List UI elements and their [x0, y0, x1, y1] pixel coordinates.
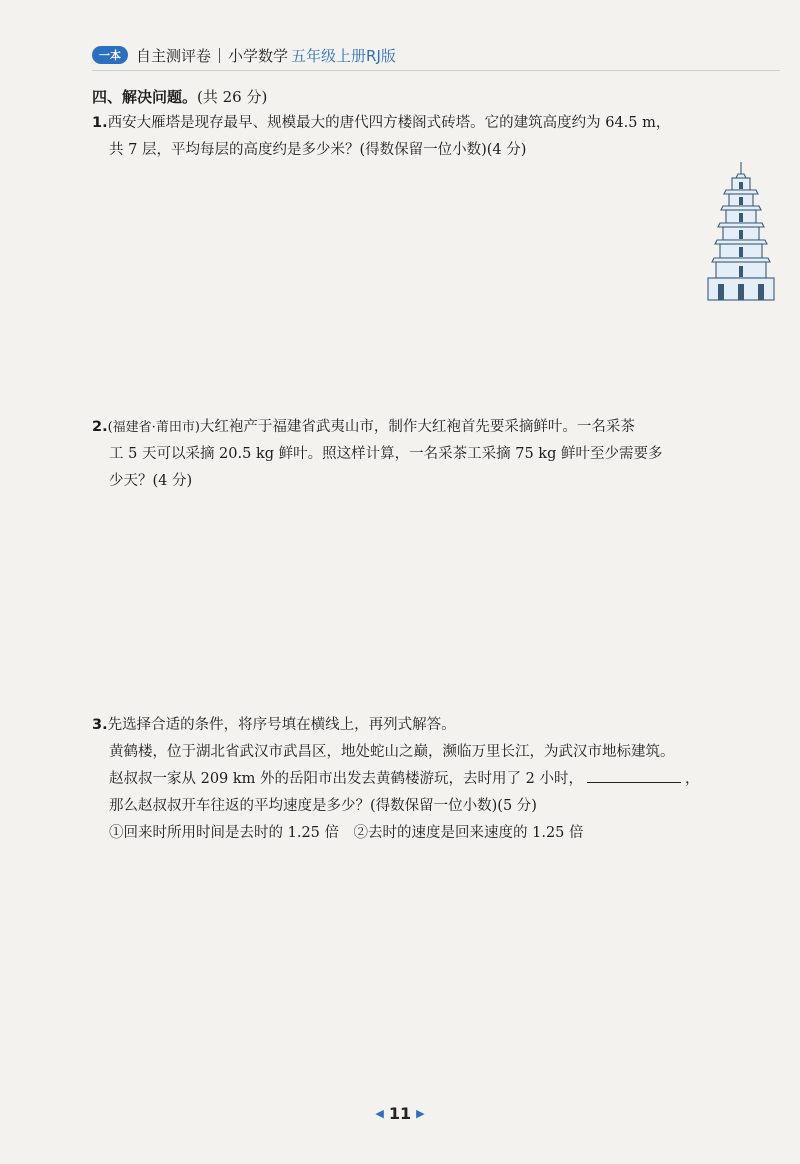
question-source: (福建省·莆田市) [107, 420, 200, 435]
question-number: 2. [92, 419, 108, 435]
question-text: 先选择合适的条件，将序号填在横线上，再列式解答。 [107, 717, 456, 733]
section-heading: 四、解决问题。 [92, 88, 198, 106]
triangle-left-icon: ◀ [375, 1107, 384, 1120]
section-title [92, 86, 267, 107]
question-1 [92, 110, 792, 164]
question-number: 3. [92, 717, 108, 733]
question-text: 赵叔叔一家从 209 km 外的岳阳市出发去黄鹤楼游玩，去时用了 2 小时， [109, 771, 583, 787]
grade-title: 五年级上册RJ版 [291, 46, 396, 65]
subject-title: 小学数学 [228, 46, 289, 65]
triangle-right-icon: ▶ [416, 1107, 425, 1120]
question-1-line-1 [92, 110, 792, 137]
question-text: 西安大雁塔是现存最早、规模最大的唐代四方楼阁式砖塔。它的建筑高度约为 64.5 m， [107, 115, 671, 131]
header-divider [219, 48, 220, 63]
page-header [92, 42, 396, 68]
question-text-end: ， [684, 771, 700, 787]
question-3 [92, 712, 792, 847]
header-rule [92, 70, 780, 71]
question-3-line-1 [92, 712, 792, 739]
page-number: 11 [388, 1104, 412, 1123]
question-1-line-2: 共 7 层，平均每层的高度约是多少米？(得数保留一位小数)(4 分) [109, 142, 527, 158]
question-number: 1. [92, 115, 108, 131]
brand-logo: 一本 [92, 46, 128, 64]
question-2-line-3: 少天？(4 分) [109, 473, 193, 489]
question-3-line-3 [92, 766, 792, 793]
page-footer [0, 1104, 800, 1123]
question-2-line-1 [92, 414, 792, 441]
question-2-line-2: 工 5 天可以采摘 20.5 kg 鲜叶。照这样计算，一名采茶工采摘 75 kg 鲜叶至少需要多 [109, 446, 663, 462]
question-3-line-4: 那么赵叔叔开车往返的平均速度是多少？(得数保留一位小数)(5 分) [109, 798, 537, 814]
question-3-line-2: 黄鹤楼，位于湖北省武汉市武昌区，地处蛇山之巅，濒临万里长江，为武汉市地标建筑。 [109, 744, 675, 760]
section-points: (共 26 分) [197, 88, 268, 106]
series-title: 自主测评卷 [136, 46, 212, 65]
question-text: 大红袍产于福建省武夷山市，制作大红袍首先要采摘鲜叶。一名采茶 [199, 419, 635, 435]
question-3-options: ①回来时所用时间是去时的 1.25 倍 ②去时的速度是回来速度的 1.25 倍 [109, 825, 584, 841]
answer-blank[interactable] [587, 766, 681, 783]
pagoda-icon [702, 160, 780, 302]
question-2 [92, 414, 792, 495]
